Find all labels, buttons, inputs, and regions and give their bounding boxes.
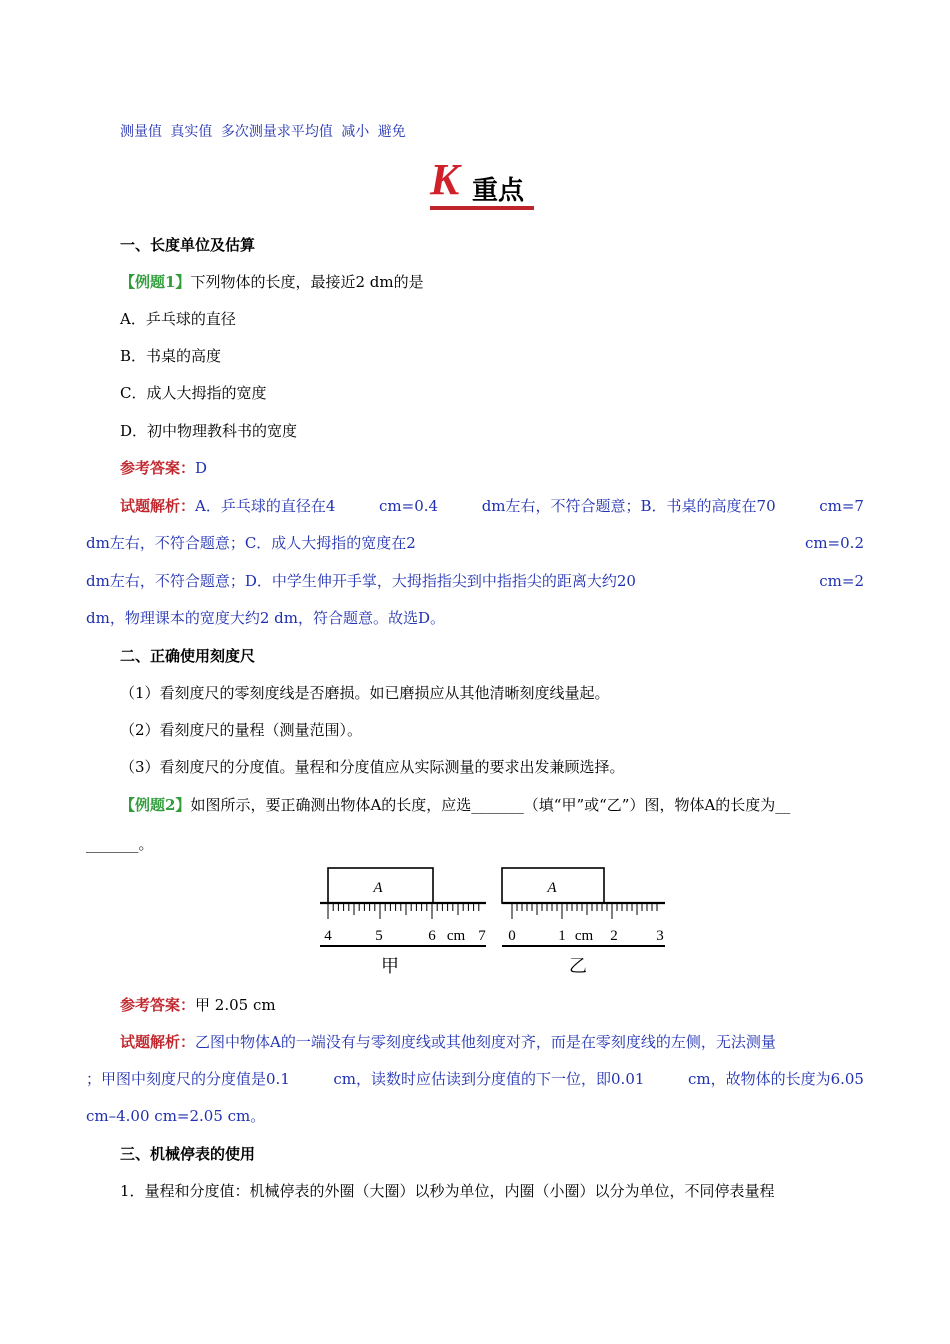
question-text: 如图所示，要正确测出物体A的长度，应选_______（填“甲”或“乙”）图，物体A的长度为__ bbox=[190, 796, 791, 814]
analysis-text: cm=0.4 bbox=[379, 497, 439, 515]
example-1-question bbox=[120, 272, 424, 292]
scale-label: 7 bbox=[478, 928, 486, 944]
answer-2 bbox=[120, 995, 276, 1015]
point-1: （1）看刻度尺的零刻度线是否磨损。如已磨损应从其他清晰刻度线量起。 bbox=[120, 684, 610, 702]
banner-underline bbox=[430, 206, 534, 210]
answer-label: 参考答案： bbox=[120, 996, 196, 1014]
analysis-text: dm左右，不符合题意；B．书桌的高度在70 bbox=[481, 497, 776, 515]
option-a: A．乒乓球的直径 bbox=[120, 310, 236, 328]
analysis-2-line-1 bbox=[120, 1032, 776, 1052]
ruler-figure bbox=[310, 862, 680, 982]
analysis-text: ；甲图中刻度尺的分度值是0.1 bbox=[86, 1070, 290, 1088]
section-heading-3: 三、机械停表的使用 bbox=[120, 1145, 256, 1163]
option-d: D．初中物理教科书的宽度 bbox=[120, 422, 298, 440]
analysis-text: cm=2 bbox=[819, 572, 864, 590]
section-heading-1: 一、长度单位及估算 bbox=[120, 236, 256, 254]
analysis-text: cm，读数时应估读到分度值的下一位，即0.01 bbox=[333, 1070, 645, 1088]
example-tag: 【例题2】 bbox=[120, 796, 191, 814]
analysis-2-line-3: cm–4.00 cm=2.05 cm。 bbox=[86, 1107, 266, 1125]
ruler-jia bbox=[320, 868, 486, 976]
option-c: C．成人大拇指的宽度 bbox=[120, 384, 267, 402]
analysis-text: cm=7 bbox=[819, 497, 864, 515]
answer-label: 参考答案： bbox=[120, 459, 196, 477]
ruler-ticks bbox=[512, 903, 657, 919]
analysis-1-line-4: dm，物理课本的宽度大约2 dm，符合题意。故选D。 bbox=[86, 609, 445, 627]
example-tag: 【例题1】 bbox=[120, 273, 191, 291]
analysis-2-line-2 bbox=[86, 1069, 864, 1089]
point-3: （3）看刻度尺的分度值。量程和分度值应从实际测量的要求出发兼顾选择。 bbox=[120, 758, 625, 776]
analysis-text: cm=0.2 bbox=[804, 534, 864, 552]
analysis-1-line-2 bbox=[86, 533, 864, 553]
section3-point-1: 1．量程和分度值：机械停表的外圈（大圈）以秒为单位，内圈（小圈）以分为单位，不同停表量程 bbox=[120, 1182, 775, 1200]
scale-label: 2 bbox=[610, 928, 618, 944]
caption-yi: 乙 bbox=[569, 956, 587, 976]
ruler-yi bbox=[502, 868, 665, 976]
scale-unit: cm bbox=[446, 928, 466, 944]
ruler-ticks bbox=[328, 903, 479, 919]
section-heading-2: 二、正确使用刻度尺 bbox=[120, 647, 256, 665]
scale-label: 3 bbox=[656, 928, 664, 944]
key-points-banner bbox=[428, 155, 538, 214]
question-text: 下列物体的长度，最接近2 dm的是 bbox=[190, 273, 424, 291]
analysis-label: 试题解析： bbox=[120, 497, 196, 515]
block-label: A bbox=[547, 880, 557, 896]
option-b: B．书桌的高度 bbox=[120, 347, 222, 365]
answer-value: 甲 2.05 cm bbox=[195, 996, 276, 1014]
analysis-text: cm，故物体的长度为6.05 bbox=[687, 1070, 864, 1088]
scale-label: 6 bbox=[428, 928, 436, 944]
answer-value: D bbox=[195, 459, 208, 477]
example-2-question-cont: _______。 bbox=[86, 835, 154, 853]
analysis-1-line-3 bbox=[86, 571, 864, 591]
block-label: A bbox=[373, 880, 383, 896]
scale-label: 5 bbox=[375, 928, 383, 944]
caption-jia: 甲 bbox=[381, 956, 399, 976]
point-2: （2）看刻度尺的量程（测量范围）。 bbox=[120, 721, 363, 739]
scale-unit: cm bbox=[574, 928, 594, 944]
example-2-question bbox=[120, 795, 790, 815]
intro-answers: 测量值 真实值 多次测量求平均值 减小 避免 bbox=[120, 124, 406, 140]
scale-label: 1 bbox=[558, 928, 566, 944]
scale-label: 4 bbox=[324, 928, 332, 944]
analysis-text: dm左右，不符合题意；D．中学生伸开手掌，大拇指指尖到中指指尖的距离大约20 bbox=[86, 572, 636, 590]
analysis-text: A．乒乓球的直径在4 bbox=[195, 497, 336, 515]
answer-1 bbox=[120, 458, 207, 478]
banner-label: 重点 bbox=[472, 176, 525, 206]
analysis-text: 乙图中物体A的一端没有与零刻度线或其他刻度对齐，而是在零刻度线的左侧，无法测量 bbox=[195, 1033, 776, 1051]
scale-label: 0 bbox=[508, 928, 516, 944]
analysis-label: 试题解析： bbox=[120, 1033, 196, 1051]
analysis-1-line-1 bbox=[120, 496, 864, 516]
banner-k: K bbox=[430, 155, 460, 204]
analysis-text: dm左右，不符合题意；C．成人大拇指的宽度在2 bbox=[86, 534, 416, 552]
